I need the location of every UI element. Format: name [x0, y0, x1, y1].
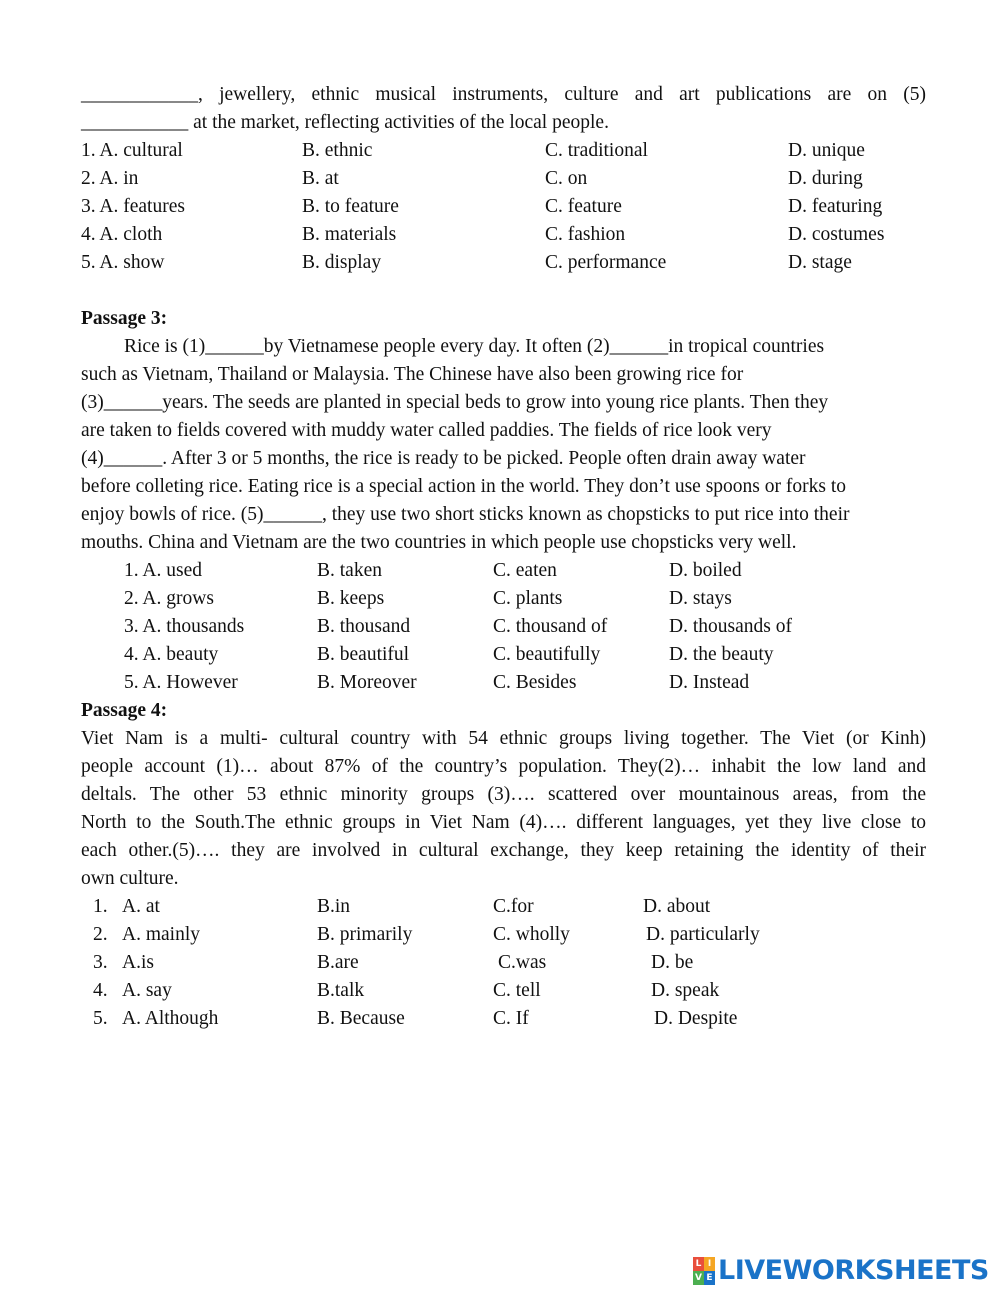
option-c[interactable]: C. thousand of: [493, 616, 608, 637]
option-a[interactable]: 3. A. thousands: [124, 616, 245, 637]
passage3-line: enjoy bowls of rice. (5)______, they use two short sticks known as chopsticks to put rice into their: [81, 504, 850, 525]
option-b[interactable]: B.talk: [317, 980, 365, 1001]
option-a[interactable]: A. mainly: [122, 924, 200, 945]
option-d[interactable]: D. stage: [788, 252, 852, 273]
option-b[interactable]: B.are: [317, 952, 359, 973]
question-number: 3.: [93, 952, 108, 973]
question-row: [81, 193, 926, 221]
option-d[interactable]: D. particularly: [646, 924, 760, 945]
option-b[interactable]: B. at: [302, 168, 339, 189]
passage4-line: Viet Nam is a multi- cultural country with 54 ethnic groups living together. The Viet (or Kinh): [81, 728, 926, 749]
option-c[interactable]: C. plants: [493, 588, 563, 609]
question-row: [81, 137, 926, 165]
option-b[interactable]: B. thousand: [317, 616, 411, 637]
option-b[interactable]: B. Moreover: [317, 672, 417, 693]
passage4-title: Passage 4:: [81, 700, 168, 721]
option-b[interactable]: B. keeps: [317, 588, 385, 609]
question-row: [81, 585, 926, 613]
passage3-line: mouths. China and Vietnam are the two countries in which people use chopsticks very well.: [81, 532, 797, 553]
option-c[interactable]: C. wholly: [493, 924, 570, 945]
option-d[interactable]: D. Despite: [654, 1008, 738, 1029]
option-a[interactable]: 5. A. show: [81, 252, 165, 273]
option-a[interactable]: 4. A. cloth: [81, 224, 163, 245]
option-c[interactable]: C. Besides: [493, 672, 577, 693]
option-d[interactable]: D. costumes: [788, 224, 885, 245]
passage3-line: such as Vietnam, Thailand or Malaysia. The Chinese have also been growing rice for: [81, 364, 744, 385]
passage4-text: [81, 725, 926, 893]
passage3-title: Passage 3:: [81, 308, 168, 329]
logo-mark-icon: [693, 1257, 715, 1285]
option-a[interactable]: 4. A. beauty: [124, 644, 219, 665]
option-b[interactable]: B. to feature: [302, 196, 399, 217]
question-row: [81, 557, 926, 585]
option-b[interactable]: B.in: [317, 896, 351, 917]
option-c[interactable]: C. beautifully: [493, 644, 601, 665]
option-b[interactable]: B. Because: [317, 1008, 405, 1029]
passage4-line: deltals. The other 53 ethnic minority groups (3)…. scattered over mountainous areas, from the: [81, 784, 926, 805]
option-b[interactable]: B. beautiful: [317, 644, 410, 665]
passage4-line: each other.(5)…. they are involved in cultural exchange, they keep retaining the identity of their: [81, 840, 926, 861]
option-c[interactable]: C. eaten: [493, 560, 557, 581]
option-d[interactable]: D. unique: [788, 140, 865, 161]
option-c[interactable]: C. fashion: [545, 224, 626, 245]
option-b[interactable]: B. ethnic: [302, 140, 373, 161]
option-c[interactable]: C. on: [545, 168, 588, 189]
option-d[interactable]: D. about: [643, 896, 711, 917]
option-a[interactable]: 1. A. used: [124, 560, 202, 581]
logo-mark-letter: E: [704, 1271, 715, 1285]
passage3-line: (3)______years. The seeds are planted in special beds to grow into young rice plants. Then they: [81, 392, 829, 413]
question-row: [81, 669, 926, 697]
question-row: [81, 921, 926, 949]
option-d[interactable]: D. stays: [669, 588, 732, 609]
option-b[interactable]: B. primarily: [317, 924, 413, 945]
option-a[interactable]: 1. A. cultural: [81, 140, 183, 161]
question-row: [81, 221, 926, 249]
option-c[interactable]: C. traditional: [545, 140, 648, 161]
passage3-line: Rice is (1)______by Vietnamese people every day. It often (2)______in tropical countries: [124, 336, 825, 357]
question-number: 2.: [93, 924, 108, 945]
liveworksheets-logo[interactable]: [693, 1254, 989, 1288]
option-d[interactable]: D. during: [788, 168, 863, 189]
logo-mark-letter: V: [693, 1271, 704, 1285]
question-number: 4.: [93, 980, 108, 1001]
passage3-line: are taken to fields covered with muddy water called paddies. The fields of rice look very: [81, 420, 772, 441]
option-c[interactable]: C. performance: [545, 252, 667, 273]
option-c[interactable]: C.was: [498, 952, 547, 973]
option-d[interactable]: D. Instead: [669, 672, 750, 693]
option-d[interactable]: D. thousands of: [669, 616, 792, 637]
passage3-line: (4)______. After 3 or 5 months, the rice is ready to be picked. People often drain away water: [81, 448, 806, 469]
option-a[interactable]: 2. A. grows: [124, 588, 214, 609]
option-c[interactable]: C. tell: [493, 980, 541, 1001]
option-a[interactable]: A. say: [122, 980, 172, 1001]
option-d[interactable]: D. the beauty: [669, 644, 774, 665]
question-row: [81, 893, 926, 921]
option-b[interactable]: B. materials: [302, 224, 397, 245]
question-row: [81, 949, 926, 977]
worksheet-page: [81, 81, 926, 1033]
question-number: 5.: [93, 1008, 108, 1029]
passage4-line: North to the South.The ethnic groups in Viet Nam (4)…. different languages, yet they live close to: [81, 812, 926, 833]
passage4-line: own culture.: [81, 868, 179, 889]
option-b[interactable]: B. taken: [317, 560, 382, 581]
passage4-questions: [81, 893, 926, 1033]
option-d[interactable]: D. be: [651, 952, 694, 973]
option-d[interactable]: D. boiled: [669, 560, 742, 581]
passage2-line-2: ___________ at the market, reflecting activities of the local people.: [81, 112, 609, 133]
passage3-line: before colleting rice. Eating rice is a special action in the world. They don’t use spoons or forks to: [81, 476, 846, 497]
passage4-line: people account (1)… about 87% of the country’s population. They(2)… inhabit the low land and: [81, 756, 926, 777]
option-d[interactable]: D. speak: [651, 980, 720, 1001]
passage2-questions: [81, 137, 926, 277]
option-a[interactable]: 5. A. However: [124, 672, 238, 693]
question-row: [81, 613, 926, 641]
question-row: [81, 165, 926, 193]
question-number: 1.: [93, 896, 108, 917]
passage3-text: [81, 333, 926, 557]
question-row: [81, 977, 926, 1005]
question-row: [81, 641, 926, 669]
logo-mark-letter: L: [693, 1257, 704, 1271]
logo-mark-letter: I: [704, 1257, 715, 1271]
option-b[interactable]: B. display: [302, 252, 382, 273]
spacer: [81, 277, 926, 305]
option-a[interactable]: A.is: [122, 952, 154, 973]
option-a[interactable]: 3. A. features: [81, 196, 185, 217]
passage2-line-1: ____________, jewellery, ethnic musical instruments, culture and art publications are on (5): [81, 84, 926, 105]
option-a[interactable]: A. Although: [122, 1008, 219, 1029]
question-row: [81, 249, 926, 277]
passage3-questions: [81, 557, 926, 697]
option-c[interactable]: C. If: [493, 1008, 529, 1029]
logo-text: LIVEWORKSHEETS: [718, 1255, 989, 1286]
question-row: [81, 1005, 926, 1033]
option-a[interactable]: 2. A. in: [81, 168, 139, 189]
option-c[interactable]: C.for: [493, 896, 534, 917]
option-a[interactable]: A. at: [122, 896, 160, 917]
option-c[interactable]: C. feature: [545, 196, 622, 217]
option-d[interactable]: D. featuring: [788, 196, 883, 217]
